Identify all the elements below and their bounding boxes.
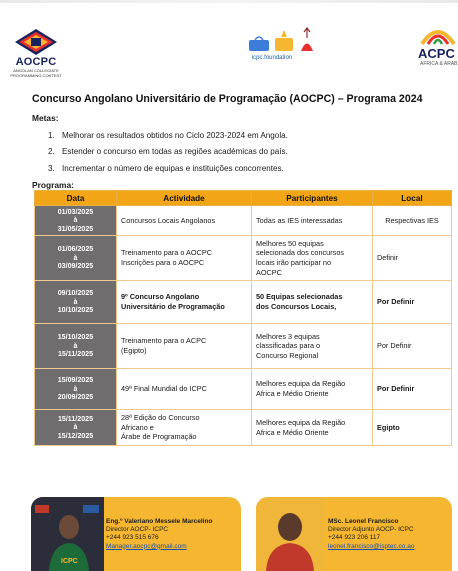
row-participants: Melhores 50 equipas selecionada dos concursos locais irão participar no AOCPC <box>252 236 373 281</box>
director-role: Director AOCP- ICPC <box>106 526 169 534</box>
acpc-logo-name: ACPC <box>418 46 455 61</box>
row-activity: Treinamento para o AOCPC Inscrições para o AOCPC <box>117 236 252 281</box>
row-local: Egipto <box>373 410 452 446</box>
director-phone: +244 923 515 676 <box>106 534 159 542</box>
acpc-emblem-icon <box>418 24 458 48</box>
row-participants: Melhores equipa da Região Africa e Médio Oriente <box>252 369 373 410</box>
goal-item: 3. Incrementar o número de equipas e instituições concorrentes. <box>48 163 284 173</box>
icpc-foundation-icons <box>247 26 321 54</box>
aocpc-logo <box>6 26 66 80</box>
svg-text:ICPC: ICPC <box>61 558 78 565</box>
row-local: Definir <box>373 236 452 281</box>
contact-card-director <box>31 497 241 571</box>
table-row <box>35 410 452 446</box>
table-row <box>35 324 452 369</box>
aocpc-emblem-icon <box>14 28 58 56</box>
programa-label: Programa: <box>32 180 74 190</box>
deputy-photo <box>256 497 324 571</box>
schedule-table <box>34 190 452 446</box>
header-actividade: Actividade <box>117 191 252 206</box>
goals-list <box>48 128 448 177</box>
row-activity: 9º Concurso Angolano Universitário de Programação <box>117 281 252 324</box>
row-participants: Melhores 3 equipas classificadas para o Concurso Regional <box>252 324 373 369</box>
deputy-info <box>328 518 414 551</box>
row-activity: Treinamento para o ACPC (Egipto) <box>117 324 252 369</box>
row-date: 01/03/2025 à 31/05/2025 <box>35 206 117 236</box>
row-date: 15/09/2025 à 20/09/2025 <box>35 369 117 410</box>
row-activity: 49ª Final Mundial do ICPC <box>117 369 252 410</box>
row-participants: Todas as IES interessadas <box>252 206 373 236</box>
director-email-link[interactable]: Manager.aocpc@gmail.com <box>106 542 187 550</box>
header-local: Local <box>373 191 452 206</box>
deputy-avatar-icon <box>256 497 324 571</box>
row-activity: Concursos Locais Angolanos <box>117 206 252 236</box>
page-title: Concurso Angolano Universitário de Programação (AOCPC) – Programa 2024 <box>32 93 423 105</box>
deputy-email-link[interactable]: leonel.francisco@isptec.co.ao <box>328 542 415 550</box>
table-row <box>35 281 452 324</box>
director-name: Eng.º Valeriano Messele Marcelino <box>106 518 213 525</box>
header-data: Data <box>35 191 117 206</box>
row-participants: Melhores equipa da Região Africa e Médio Oriente <box>252 410 373 446</box>
aocpc-logo-name: AOCPC <box>15 56 57 68</box>
acpc-logo <box>414 24 458 68</box>
icpc-foundation-logo <box>247 26 321 66</box>
header-participantes: Participantes <box>252 191 373 206</box>
top-strip <box>0 0 458 3</box>
table-row <box>35 206 452 236</box>
row-date: 15/11/2025 à 15/12/2025 <box>35 410 117 446</box>
director-avatar-icon <box>31 497 104 571</box>
goal-item: 2. Estender o concurso em todas as regiões académicas do país. <box>48 147 288 157</box>
row-local: Respectivas IES <box>373 206 452 236</box>
icpc-foundation-caption: icpc.foundation <box>251 55 293 61</box>
table-row <box>35 236 452 281</box>
acpc-logo-subtitle: AFRICA & ARAB <box>420 61 458 67</box>
row-date: 09/10/2025 à 10/10/2025 <box>35 281 117 324</box>
metas-label: Metas: <box>32 113 59 123</box>
row-participants: 50 Equipas selecionadas dos Concursos Locais, <box>252 281 373 324</box>
row-local: Por Definir <box>373 324 452 369</box>
director-info <box>106 518 212 551</box>
row-date: 01/06/2025 à 03/09/2025 <box>35 236 117 281</box>
deputy-phone: +244 923 206 117 <box>328 534 381 542</box>
contact-card-deputy <box>256 497 452 571</box>
row-local: Por Definir <box>373 369 452 410</box>
goal-item: 1. Melhorar os resultados obtidos no Ciclo 2023-2024 em Angola. <box>48 131 288 140</box>
aocpc-logo-subtitle: ANGOLAN COLLEGIATE PROGRAMMING CONTEST <box>10 68 62 78</box>
table-row <box>35 369 452 410</box>
row-activity: 28ª Edição do Concurso Africano e Árabe de Programação <box>117 410 252 446</box>
deputy-name: MSc. Leonel Francisco <box>328 518 399 525</box>
row-date: 15/10/2025 à 15/11/2025 <box>35 324 117 369</box>
table-header-row <box>35 191 452 206</box>
deputy-role: Director Adjunto AOCP- ICPC <box>328 526 414 534</box>
director-photo <box>31 497 104 571</box>
row-local: Por Definir <box>373 281 452 324</box>
